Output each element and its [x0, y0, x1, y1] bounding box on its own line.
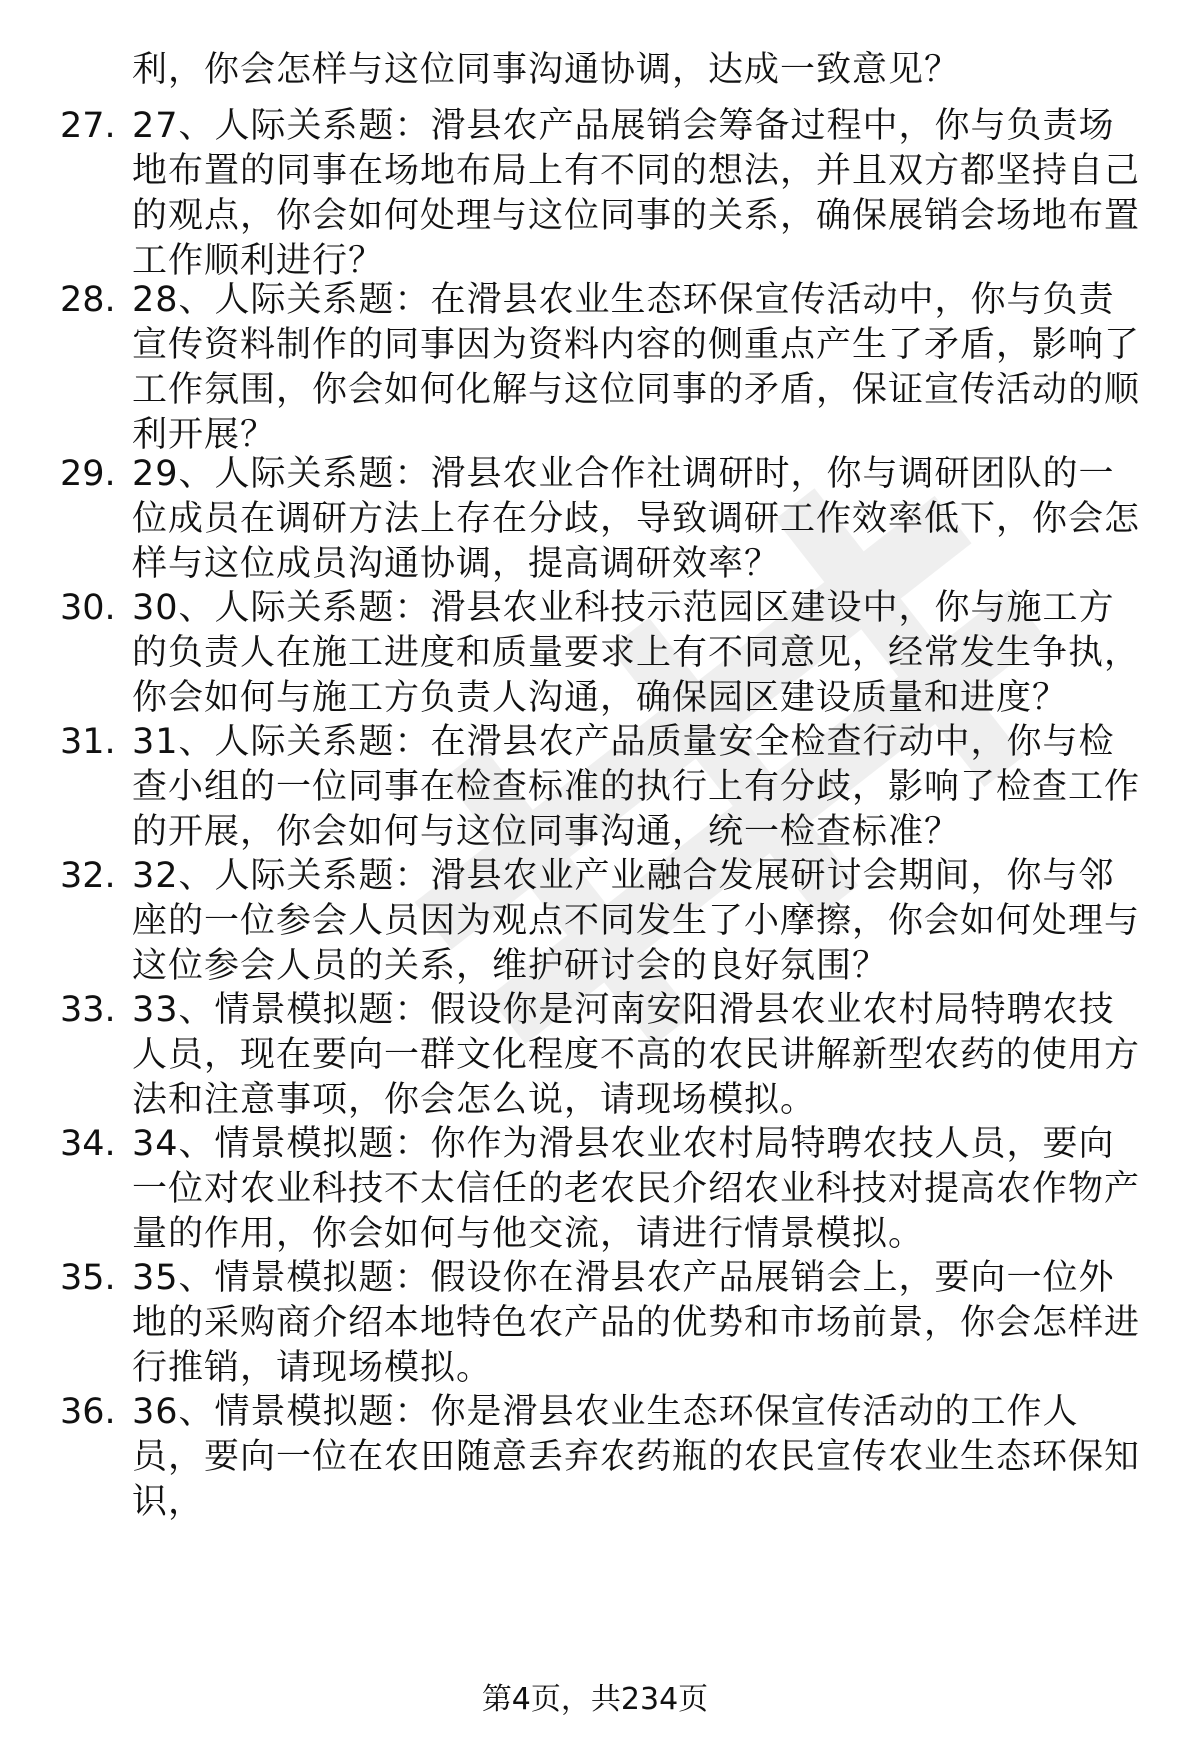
question-text: 33、情景模拟题：假设你是河南安阳滑县农业农村局特聘农技人员，现在要向一群文化程度不高的农民讲解新型农药的使用方法和注意事项，你会怎么说，请现场模拟。 — [132, 990, 1141, 1120]
continuation-text: 利，你会怎样与这位同事沟通协调，达成一致意见？ — [132, 50, 961, 90]
question-number: 28. — [60, 280, 116, 320]
question-number: 31. — [60, 722, 116, 762]
question-number: 34. — [60, 1124, 116, 1164]
question-text: 28、人际关系题：在滑县农业生态环保宣传活动中，你与负责宣传资料制作的同事因为资料内容的侧重点产生了矛盾，影响了工作氛围，你会如何化解与这位同事的矛盾，保证宣传活动的顺利开展？ — [132, 280, 1141, 455]
question-number: 27. — [60, 106, 116, 146]
question-number: 36. — [60, 1392, 116, 1432]
question-text: 30、人际关系题：滑县农业科技示范园区建设中，你与施工方的负责人在施工进度和质量要求上有不同意见，经常发生争执，你会如何与施工方负责人沟通，确保园区建设质量和进度？ — [132, 588, 1141, 718]
question-text: 36、情景模拟题：你是滑县农业生态环保宣传活动的工作人员，要向一位在农田随意丢弃农药瓶的农民宣传农业生态环保知识， — [132, 1392, 1141, 1522]
question-number: 35. — [60, 1258, 116, 1298]
question-text: 32、人际关系题：滑县农业产业融合发展研讨会期间，你与邻座的一位参会人员因为观点不同发生了小摩擦，你会如何处理与这位参会人员的关系，维护研讨会的良好氛围？ — [132, 856, 1141, 986]
question-text: 35、情景模拟题：假设你在滑县农产品展销会上，要向一位外地的采购商介绍本地特色农产品的优势和市场前景，你会怎样进行推销，请现场模拟。 — [132, 1258, 1141, 1388]
question-text: 27、人际关系题：滑县农产品展销会筹备过程中，你与负责场地布置的同事在场地布局上有不同的想法，并且双方都坚持自己的观点，你会如何处理与这位同事的关系，确保展销会场地布置工作顺利进行？ — [132, 106, 1141, 281]
question-text: 34、情景模拟题：你作为滑县农业农村局特聘农技人员，要向一位对农业科技不太信任的老农民介绍农业科技对提高农作物产量的作用，你会如何与他交流，请进行情景模拟。 — [132, 1124, 1141, 1254]
question-number: 33. — [60, 990, 116, 1030]
question-number: 29. — [60, 454, 116, 494]
question-number: 30. — [60, 588, 116, 628]
question-number: 32. — [60, 856, 116, 896]
question-text: 29、人际关系题：滑县农业合作社调研时，你与调研团队的一位成员在调研方法上存在分歧，导致调研工作效率低下，你会怎样与这位成员沟通协调，提高调研效率？ — [132, 454, 1141, 584]
question-text: 31、人际关系题：在滑县农产品质量安全检查行动中，你与检查小组的一位同事在检查标准的执行上有分歧，影响了检查工作的开展，你会如何与这位同事沟通，统一检查标准？ — [132, 722, 1141, 852]
page-footer: 第4页，共234页 — [481, 1682, 709, 1717]
